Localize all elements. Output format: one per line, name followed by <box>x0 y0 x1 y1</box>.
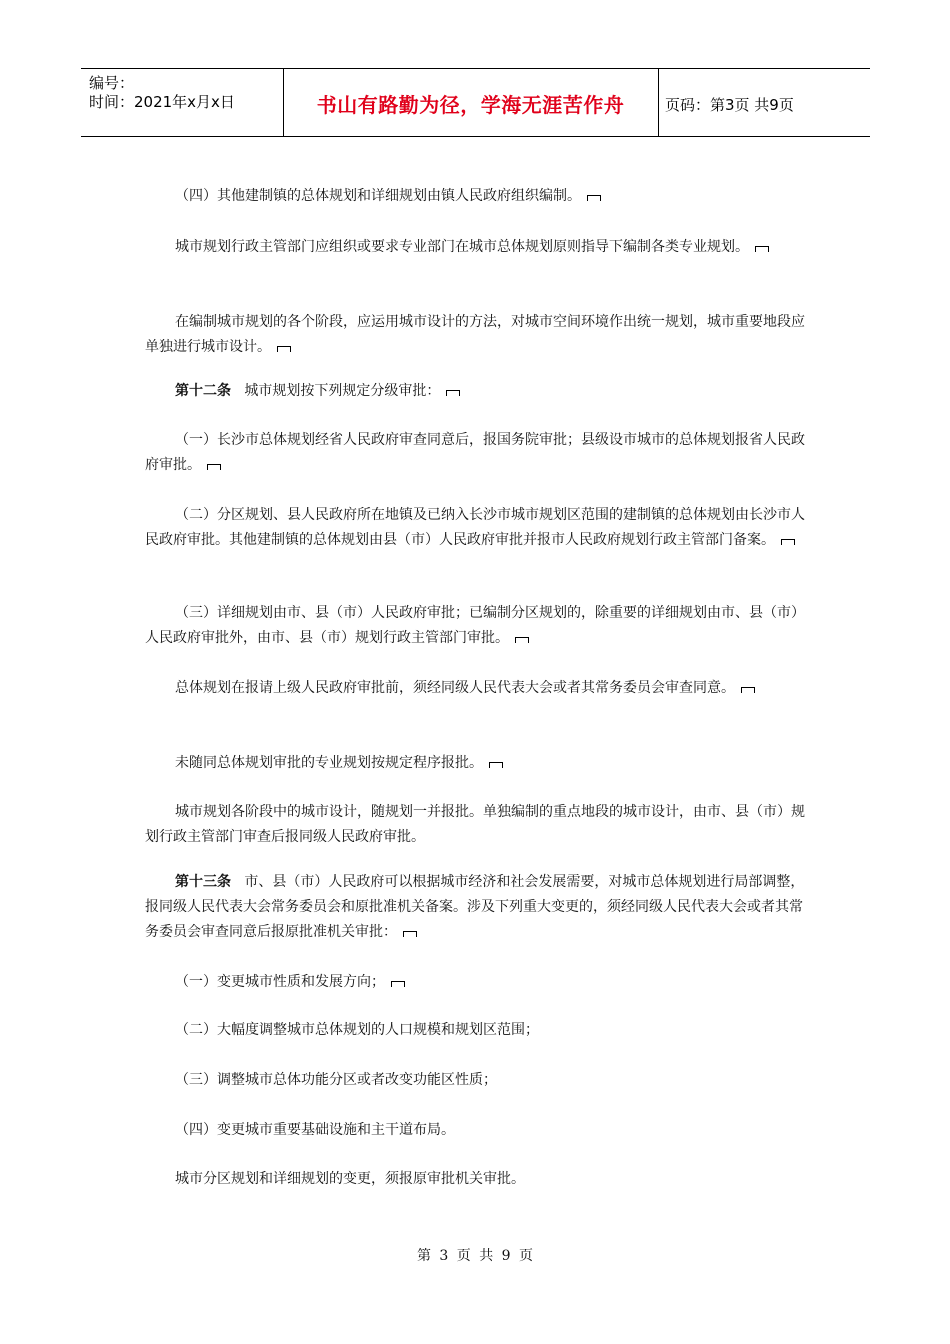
header-motto-cell <box>283 69 659 136</box>
paragraph-mark-icon <box>446 390 460 396</box>
paragraph: 城市规划行政主管部门应组织或要求专业部门在城市总体规划原则指导下编制各类专业规划。 <box>145 235 810 260</box>
paragraph-mark-icon <box>207 464 221 470</box>
paragraph-mark-icon <box>741 687 755 693</box>
paragraph-mark-icon <box>391 981 405 987</box>
article-paragraph: 第十三条 市、县（市）人民政府可以根据城市经济和社会发展需要，对城市总体规划进行局部调整，报同级人民代表大会常务委员会和原批准机关备案。涉及下列重大变更的，须经同级人民代表大会或者其常务委员会审查同意后报原批准机关审批： <box>145 874 805 940</box>
paragraph: 未随同总体规划审批的专业规划按规定程序报批。 <box>145 751 810 776</box>
paragraph: （一）长沙市总体规划经省人民政府审查同意后，报国务院审批；县级设市城市的总体规划报省人民政府审批。 <box>145 432 805 473</box>
paragraph: （四）其他建制镇的总体规划和详细规划由镇人民政府组织编制。 <box>145 184 810 209</box>
paragraph-mark-icon <box>755 246 769 252</box>
paragraph-mark-icon <box>403 931 417 937</box>
paragraph: （三）调整城市总体功能分区或者改变功能区性质； <box>175 1072 497 1088</box>
paragraph: 城市分区规划和详细规划的变更，须报原审批机关审批。 <box>175 1171 525 1187</box>
paragraph: （三）详细规划由市、县（市）人民政府审批；已编制分区规划的，除重要的详细规划由市、县（市）人民政府审批外，由市、县（市）规划行政主管部门审批。 <box>145 605 805 646</box>
paragraph: 城市规划各阶段中的城市设计，随规划一并报批。单独编制的重点地段的城市设计，由市、县（市）规划行政主管部门审查后报同级人民政府审批。 <box>145 804 805 845</box>
paragraph-mark-icon <box>587 195 601 201</box>
header-page-cell <box>659 69 870 136</box>
page-footer: 第 3 页 共 9 页 <box>416 1248 534 1264</box>
header-meta-cell <box>81 69 284 136</box>
paragraph: （二）分区规划、县人民政府所在地镇及已纳入长沙市城市规划区范围的建制镇的总体规划由长沙市人民政府审批。其他建制镇的总体规划由县（市）人民政府审批并报市人民政府规划行政主管部门备案。 <box>145 507 805 548</box>
article-paragraph: 第十二条 城市规划按下列规定分级审批： <box>145 379 810 404</box>
motto: 书山有路勤为径，学海无涯苦作舟 <box>316 93 625 117</box>
time-label: 时间：2021年x月x日 <box>89 93 235 111</box>
paragraph: 总体规划在报请上级人民政府审批前，须经同级人民代表大会或者其常务委员会审查同意。 <box>145 676 810 701</box>
paragraph-mark-icon <box>277 346 291 352</box>
paragraph: （二）大幅度调整城市总体规划的人口规模和规划区范围； <box>175 1022 539 1038</box>
paragraph-mark-icon <box>515 637 529 643</box>
number-label: 编号： <box>89 74 135 92</box>
paragraph: 在编制城市规划的各个阶段，应运用城市设计的方法，对城市空间环境作出统一规划，城市重要地段应单独进行城市设计。 <box>145 314 805 355</box>
article-number: 第十三条 <box>175 874 231 890</box>
paragraph: （四）变更城市重要基础设施和主干道布局。 <box>175 1122 455 1138</box>
paragraph: （一）变更城市性质和发展方向； <box>145 970 810 995</box>
paragraph-mark-icon <box>781 539 795 545</box>
paragraph-mark-icon <box>489 762 503 768</box>
page-code: 页码：第3页 共9页 <box>665 96 794 114</box>
article-number: 第十二条 <box>175 383 231 399</box>
page-header <box>81 68 870 137</box>
